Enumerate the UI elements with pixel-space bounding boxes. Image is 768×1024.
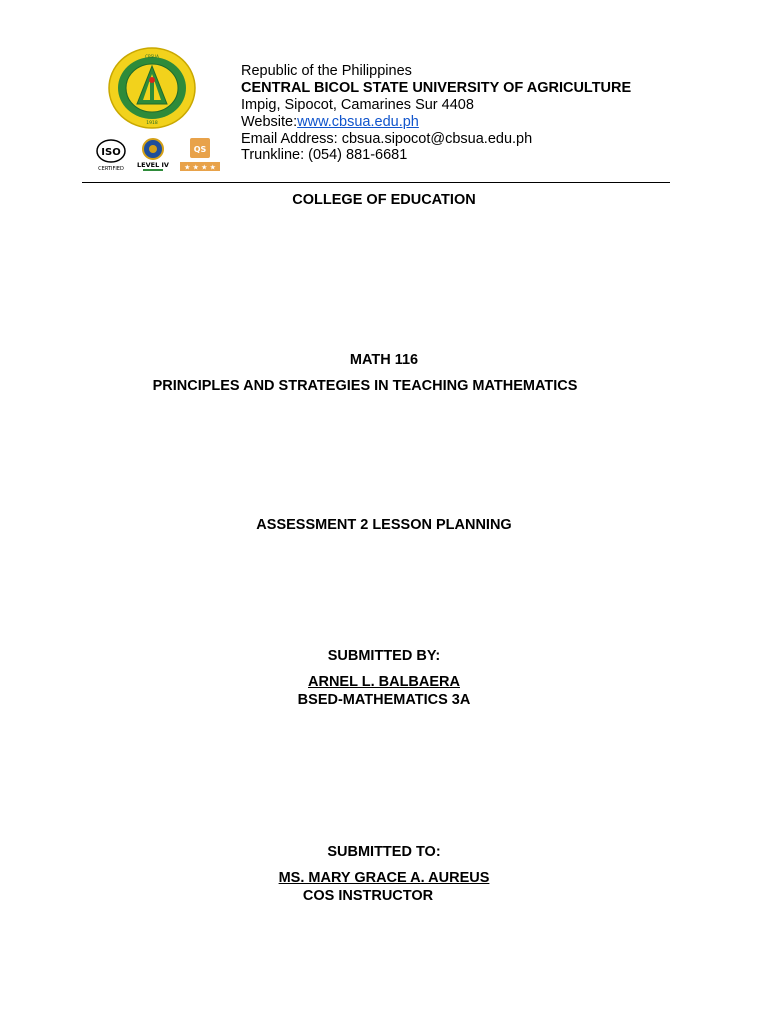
college-name: COLLEGE OF EDUCATION: [292, 192, 476, 208]
header-address: Impig, Sipocot, Camarines Sur 4408: [241, 97, 474, 113]
course-code: MATH 116: [349, 352, 419, 368]
student-name: ARNEL L. BALBAERA: [308, 674, 460, 690]
submitted-by-label: SUBMITTED BY:: [327, 648, 441, 664]
university-seal-logo: [107, 46, 197, 130]
submitted-to-name: [0, 870, 768, 887]
header-trunkline: Trunkline: (054) 881-6681: [241, 147, 408, 163]
submitted-by-name: [0, 674, 768, 691]
submitted-to-label: SUBMITTED TO:: [327, 844, 441, 860]
header-divider: [82, 182, 670, 183]
website-label: Website:: [241, 114, 298, 130]
instructor-name: MS. MARY GRACE A. AUREUS: [278, 870, 490, 886]
svg-text:QS: QS: [193, 145, 207, 154]
svg-text:ISO: ISO: [101, 147, 121, 158]
svg-text:LEVEL IV: LEVEL IV: [137, 161, 169, 169]
seal-text: CBSUA: [145, 54, 159, 59]
iso-certified-logo: [94, 137, 128, 173]
svg-text:CERTIFIED: CERTIFIED: [98, 166, 124, 172]
submitted-by-program: BSED-MATHEMATICS 3A: [297, 692, 471, 708]
svg-text:★ ★ ★ ★: ★ ★ ★ ★: [184, 163, 216, 172]
header-republic: Republic of the Philippines: [241, 63, 412, 79]
seal-year: 1918: [146, 121, 158, 126]
header-website: [241, 114, 419, 131]
header-email: Email Address: cbsua.sipocot@cbsua.edu.ph: [241, 131, 533, 147]
assessment-title: ASSESSMENT 2 LESSON PLANNING: [256, 517, 512, 533]
header-university-name: CENTRAL BICOL STATE UNIVERSITY OF AGRICULTURE: [241, 80, 632, 96]
qs-stars-logo: [179, 137, 221, 173]
website-link[interactable]: www.cbsua.edu.ph: [297, 114, 419, 130]
level-iv-accreditation-logo: [134, 137, 172, 173]
submitted-to-position: COS INSTRUCTOR: [302, 888, 434, 904]
course-title: PRINCIPLES AND STRATEGIES IN TEACHING MATHEMATICS: [152, 378, 578, 394]
